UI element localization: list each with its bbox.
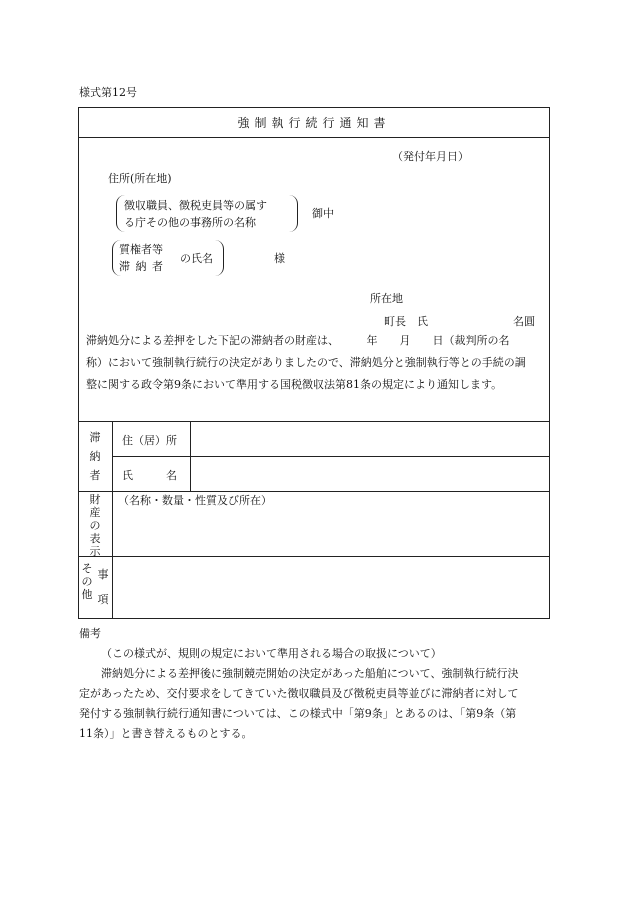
property-hint: （名称・数量・性質及び所在） <box>118 494 272 507</box>
notice-body-line2: 称）において強制執行続行の決定がありましたので、滞納処分と強制執行等との手続の調 <box>86 356 526 369</box>
remarks-subheading: （この様式が、規則の規定において準用される場合の取扱について） <box>101 647 442 660</box>
sender-mayor: 町長 氏 <box>384 315 428 328</box>
rule-under-title <box>78 137 550 138</box>
office-name-line2: る庁その他の事務所の名称 <box>124 216 256 229</box>
sublabel-column-rule <box>190 421 191 491</box>
sender-seal: 名圓 <box>513 315 535 328</box>
address-row-label: 住（居）所 <box>122 434 177 447</box>
person-type-line2: 滞 納 者 <box>119 260 164 273</box>
notice-body-line3: 整に関する政令第9条において準用する国税徴収法第81条の規定により通知します。 <box>86 378 503 391</box>
delinquent-label: 滞納者 <box>89 431 101 482</box>
person-type-line1: 質権者等 <box>119 243 163 256</box>
notice-body-line1: 滞納処分による差押をした下記の滞納者の財産は、 年 月 日（裁判所の名 <box>86 334 510 347</box>
person-honorific: 様 <box>274 252 285 265</box>
issue-date: （発付年月日） <box>392 150 469 163</box>
document-title: 強制執行続行通知書 <box>237 116 391 130</box>
notice-body <box>86 330 542 396</box>
remarks-heading: 備考 <box>79 627 101 640</box>
property-label: 財産の表示 <box>89 493 101 558</box>
remarks-line3: 発付する強制執行続行通知書については、この様式中「第9条」とあるのは、「第9条（第 <box>79 707 517 720</box>
rule-under-property <box>78 556 550 557</box>
other-label-col2: 事項 <box>97 568 109 606</box>
other-label-col1: その他 <box>81 562 93 601</box>
remarks-line1: 滞納処分による差押後に強制競売開始の決定があった船舶について、強制執行続行決 <box>101 667 519 680</box>
remarks-line2: 定があったため、交付要求をしてきていた徴収職員及び徴税吏員等並びに滞納者に対して <box>79 687 519 700</box>
rule-address-name <box>112 456 550 457</box>
label-column-rule <box>112 421 113 619</box>
name-row-label: 氏 名 <box>122 469 177 482</box>
remarks-section <box>79 624 549 744</box>
sender-location: 所在地 <box>370 292 403 305</box>
office-name-line1: 徴収職員、徴税吏員等の属す <box>124 199 267 212</box>
form-number: 様式第12号 <box>79 86 137 99</box>
remarks-line4: 11条）」と書き替えるものとする。 <box>79 727 253 740</box>
addressee-address-label: 住所(所在地) <box>108 172 172 185</box>
person-name-suffix: の氏名 <box>180 252 213 265</box>
rule-under-letter <box>78 421 550 422</box>
office-honorific: 御中 <box>312 207 334 220</box>
